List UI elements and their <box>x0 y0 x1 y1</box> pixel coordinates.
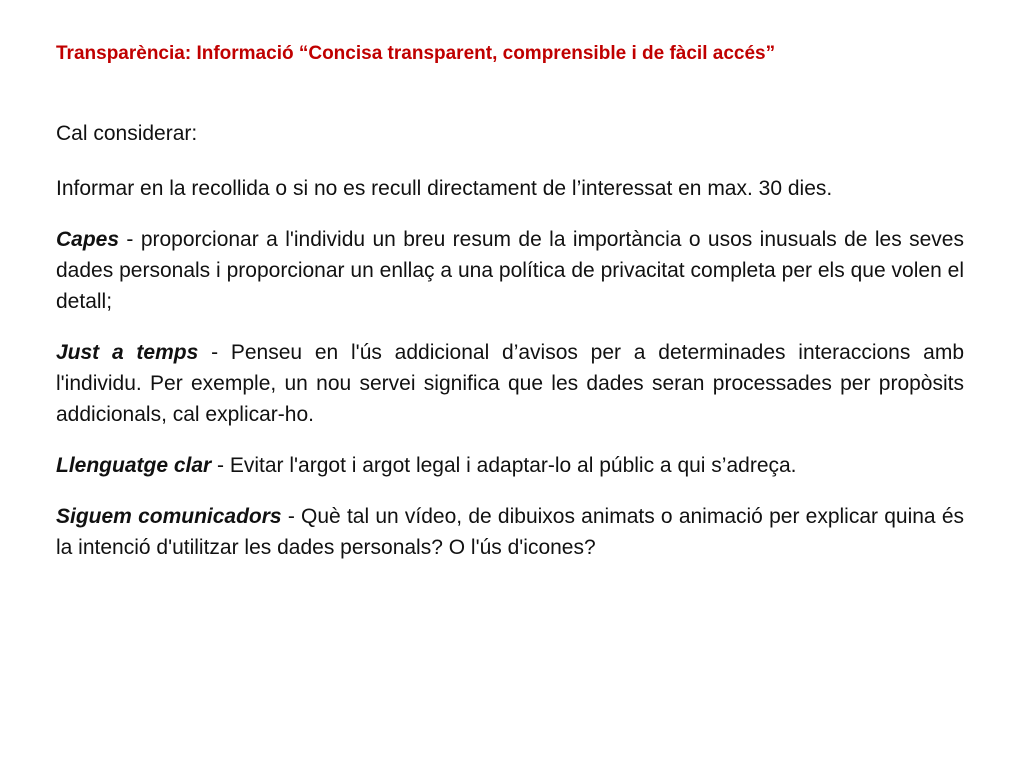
paragraph-capes-text: - proporcionar a l'individu un breu resum de la importància o usos inusuals de les seves dades personals i proporcionar un enllaç a una política de privacitat completa per els que volen el detall; <box>56 228 964 313</box>
slide <box>56 40 964 583</box>
paragraph-siguem-comunicadors <box>56 501 964 563</box>
term-capes: Capes <box>56 228 120 251</box>
slide-title: Transparència: Informació “Concisa transparent, comprensible i de fàcil accés” <box>56 43 776 64</box>
paragraph-siguem-comunicadors-text: - Què tal un vídeo, de dibuixos animats o animació per explicar quina és la intenció d'utilitzar les dades personals? O l'ús d'icones? <box>56 505 965 559</box>
term-llenguatge-clar: Llenguatge clar <box>56 454 212 477</box>
paragraph-inform <box>56 173 964 204</box>
paragraph-just-a-temps <box>56 337 964 430</box>
term-just-a-temps: Just a temps <box>56 341 199 364</box>
paragraph-llenguatge-clar-text: - Evitar l'argot i argot legal i adaptar-lo al públic a qui s’adreça. <box>211 454 797 477</box>
paragraph-llenguatge-clar <box>56 450 964 481</box>
term-siguem-comunicadors: Siguem comunicadors <box>56 505 282 528</box>
intro-text: Cal considerar: <box>56 122 198 145</box>
paragraph-capes <box>56 224 964 317</box>
paragraph-just-a-temps-text: - Penseu en l'ús addicional d’avisos per a determinades interaccions amb l'individu. Per exemple, un nou servei significa que les dades seran processades per propòsits addicionals, cal explicar-ho. <box>56 341 964 426</box>
paragraph-inform-text: Informar en la recollida o si no es recull directament de l’interessat en max. 30 dies. <box>56 177 833 200</box>
